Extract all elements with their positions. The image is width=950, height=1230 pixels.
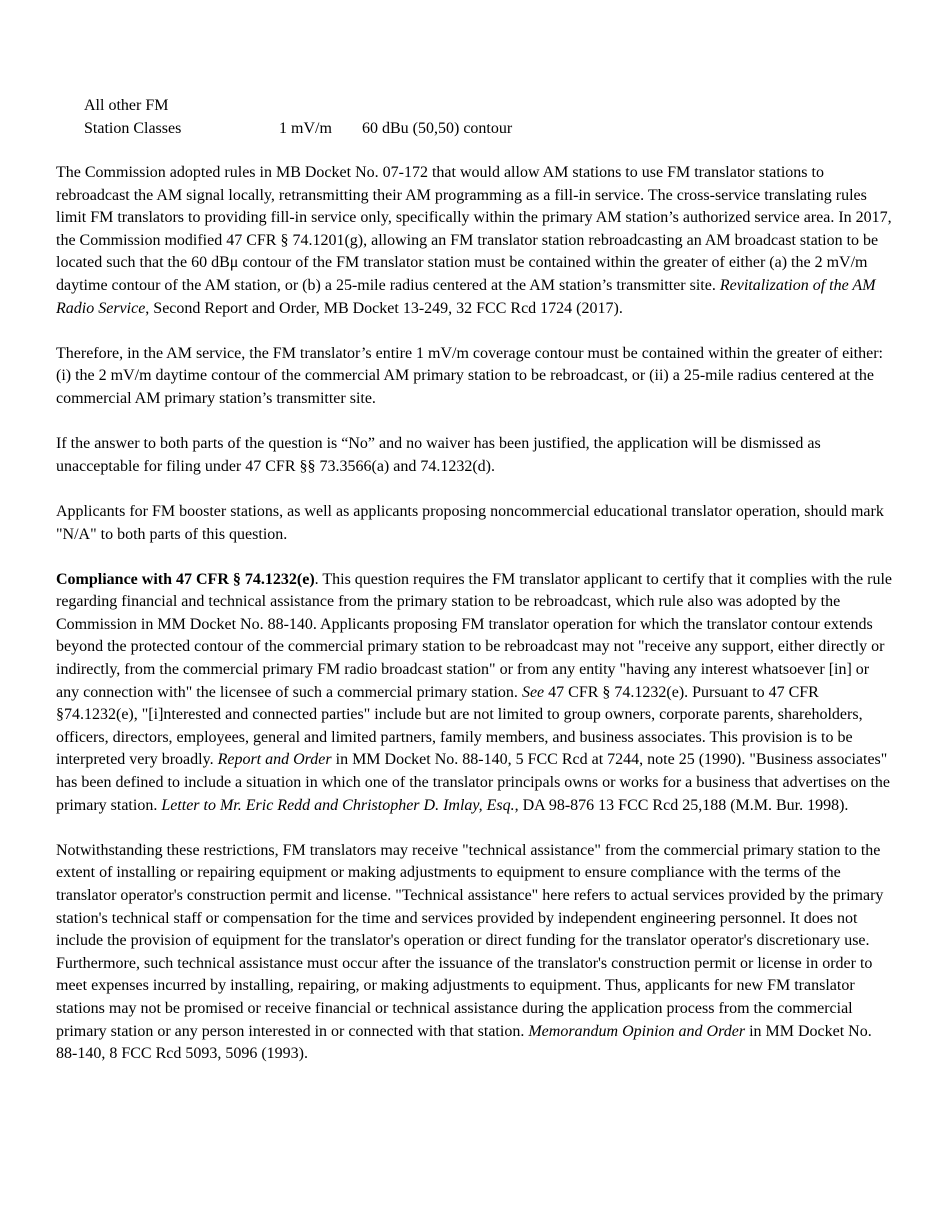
section-heading: Compliance with 47 CFR § 74.1232(e) [56,570,315,588]
station-class-line2: Station Classes [84,120,182,137]
paragraph-coverage-contour: Therefore, in the AM service, the FM translator’s entire 1 mV/m coverage contour must be contained within the greater of either: (i) the 2 mV/m daytime contour of the commercial AM primary station to be rebroadcast, or (ii) a 25-mile radius centered at the commercial AM primary station’s transmitter site. [56,344,883,407]
station-class-line1: All other FM [84,97,169,114]
station-class-table [84,95,896,141]
paragraph-dismissal: If the answer to both parts of the question is “No” and no waiver has been justified, the application will be dismissed as unacceptable for filing under 47 CFR §§ 73.3566(a) and 74.1232(d). [56,435,821,475]
paragraph-booster-na: Applicants for FM booster stations, as well as applicants proposing noncommercial educational translator operation, should mark "N/A" to both parts of this question. [56,502,884,543]
paragraph-technical-assistance: Notwithstanding these restrictions, FM translators may receive "technical assistance" from the commercial primary station to the extent of installing or repairing equipment or making adjustments to equipment to ensure compliance with the terms of the translator operator's construction permit and license. "Technical assistance" here refers to actual services provided by the primary station's technical staff or compensation for the time and services provided by independent engineering personnel. It does not include the provision of equipment for the translator's operation or direct funding for the translator operator's discretionary use. Furthermore, such technical assistance must occur after the issuance of the translator's construction permit or license in order to meet expenses incurred by installing, repairing, or making adjustments to equipment. Thus, applicants for new FM translator stations may not be promised or receive financial or technical assistance during the application process from the commercial primary station or any person interested in or connected with that station. Memorandum Opinion and Order in MM Docket No. 88-140, 8 FCC Rcd 5093, 5096 (1993). [56,841,884,1063]
field-strength-value: 1 mV/m [279,120,332,137]
case-citation: Revitalization of the AM Radio Service [56,276,876,317]
contour-value: 60 dBu (50,50) contour [362,120,513,137]
document-page [56,95,896,1088]
paragraph-compliance: Compliance with 47 CFR § 74.1232(e). This question requires the FM translator applicant to certify that it complies with the rule regarding financial and technical assistance from the primary station to be rebroadcast, which rule also was adopted by the Commission in MM Docket No. 88-140. Applicants proposing FM translator operation for which the translator contour extends beyond the protected contour of the commercial primary station to be rebroadcast may not "receive any support, either directly or indirectly, from the commercial primary FM radio broadcast station" or from any entity "having any interest whatsoever [in] or any connection with" the licensee of such a commercial primary station. See 47 CFR § 74.1232(e). Pursuant to 47 CFR §74.1232(e), "[i]nterested and connected parties" include but are not limited to group owners, corporate parents, shareholders, officers, directors, employees, general and limited partners, family members, and business associates. This provision is to be interpreted very broadly. Report and Order in MM Docket No. 88-140, 5 FCC Rcd at 7244, note 25 (1990). "Business associates" has been defined to include a situation in which one of the translator principals owns or works for a business that advertises on the primary station. Letter to Mr. Eric Redd and Christopher D. Imlay, Esq., DA 98-876 13 FCC Rcd 25,188 (M.M. Bur. 1998). [56,570,892,814]
paragraph-am-translator-rules: The Commission adopted rules in MB Docket No. 07-172 that would allow AM stations to use FM translator stations to rebroadcast the AM signal locally, retransmitting their AM programming as a fill-in service. The cross-service translating rules limit FM translators to providing fill-in service only, specifically within the primary AM station’s authorized service area. In 2017, the Commission modified 47 CFR § 74.1201(g), allowing an FM translator station rebroadcasting an AM broadcast station to be located such that the 60 dBμ contour of the FM translator station must be contained within the greater of either (a) the 2 mV/m daytime contour of the AM station, or (b) a 25-mile radius centered at the AM station’s transmitter site. Revitalization of the AM Radio Service, Second Report and Order, MB Docket 13-249, 32 FCC Rcd 1724 (2017). [56,164,892,317]
